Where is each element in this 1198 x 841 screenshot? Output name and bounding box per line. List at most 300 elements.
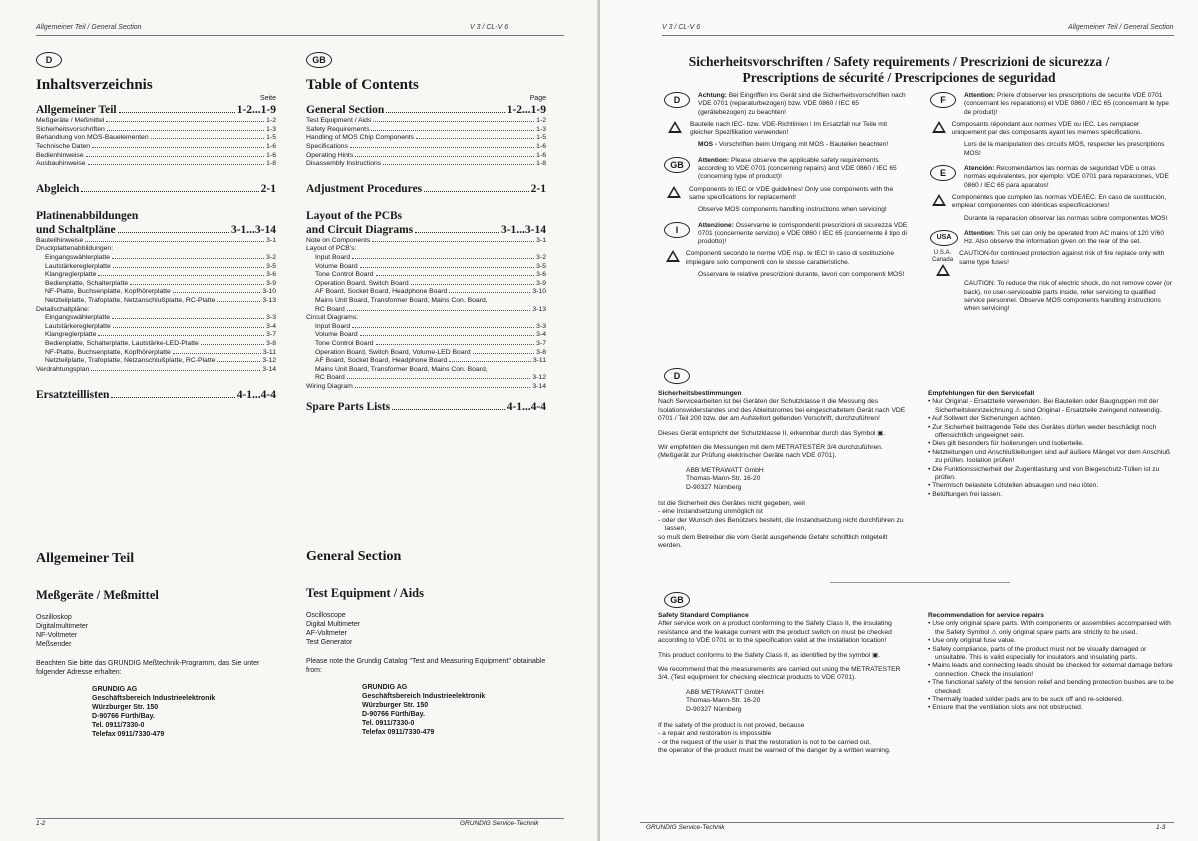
leader: [360, 335, 534, 336]
leader: [217, 301, 260, 302]
toc-page: 3-2: [536, 254, 546, 262]
toc-label: Tone Control Board: [315, 339, 374, 347]
toc-label: Tone Control Board: [315, 271, 374, 279]
toc-label: Note on Components: [306, 236, 371, 244]
gb-g1-items: [306, 254, 546, 314]
gb-language-badge: GB: [306, 52, 332, 68]
toc-row[interactable]: [36, 143, 276, 152]
toc-row[interactable]: [315, 349, 546, 358]
toc-label: Klangreglerplatte: [45, 331, 97, 339]
toc-row[interactable]: [45, 340, 276, 349]
toc-page: 1-8: [536, 160, 546, 168]
toc-page: 3-10: [262, 288, 276, 296]
de-language-badge: D: [36, 52, 62, 68]
caution-text: CAUTION-for continued protection against risk of fire replace only with same type fuses!: [959, 250, 1165, 266]
toc-row[interactable]: [315, 323, 546, 332]
list-line: GRUNDIG AG: [362, 684, 408, 691]
leader: [85, 241, 264, 242]
toc-row[interactable]: [45, 323, 276, 332]
language-badge: USA: [930, 230, 958, 246]
left-page: [0, 0, 598, 841]
toc-label: RC Board: [315, 305, 345, 313]
gb-general-title: General Section: [306, 549, 402, 564]
caution-side: [664, 186, 685, 203]
toc-page: 1-8: [266, 160, 276, 168]
toc-label: Klangreglerplatte: [45, 271, 97, 279]
list-line: - oder der Wunsch des Benützers besteht, die Instandsetzung nicht durchführen zu lassen,: [658, 516, 904, 533]
warning-body: Bei Eingriffen ins Gerät sind die Sicherheitsvorschriften nach VDE 0701 (reparaturbezogen) bzw. VDE 0860 / IEC 65 (gerätebezogen) zu beachten!: [698, 92, 906, 116]
toc-label: Verdrahtungsplan: [36, 365, 90, 373]
toc-label: Disassembly Instructions: [306, 160, 382, 168]
de-toc-section-2[interactable]: [36, 182, 276, 196]
toc-label: Netzteilplatte, Trafoplatte, Netzanschlußplatte, RC-Platte: [45, 357, 216, 365]
toc-label: Operation Board, Switch Board: [315, 279, 409, 287]
toc-label: Netzteilplatte, Trafoplatte, Netzanschlußplatte, RC-Platte: [45, 297, 216, 305]
toc-label: Volume Board: [315, 331, 358, 339]
toc-label: Bedienhinweise: [36, 151, 84, 159]
section-title: General Section: [306, 104, 385, 117]
warnings-right-column: [930, 92, 1174, 321]
leader: [201, 344, 264, 345]
toc-row[interactable]: [315, 357, 546, 366]
toc-label: AF Board, Socket Board, Headphone Board: [315, 357, 448, 365]
gb-general-note: Please note the Grundig Catalog "Test and Measuring Equipment" obtainable from:: [306, 658, 546, 674]
toc-row[interactable]: [36, 237, 276, 246]
de-toc-section-3-line1: [36, 209, 276, 223]
list-line: Tel. 0911/7330-0: [362, 720, 415, 727]
leader: [92, 147, 264, 148]
warning-text: [964, 165, 1174, 190]
language-badge: E: [930, 165, 956, 181]
toc-label: Eingangswählerplatte: [45, 314, 110, 322]
caution-side: [930, 250, 955, 276]
toc-label: Input Board: [315, 254, 351, 262]
leader: [392, 409, 505, 410]
de-safety-p1: Nach Servicearbeiten ist bei Geräten der Schutzklasse II die Messung des Isolationswiderstandes und des Ableitstromes bei eingeschaltetem Gerät nach VDE 0701 / Teil 200 bzw. der am Aufstellort geltenden Vorschrift, durchzuführen!: [658, 398, 906, 423]
toc-page: 3-7: [266, 331, 276, 339]
toc-page: 1-5: [536, 134, 546, 142]
list-line: • Use only original fuse value.: [928, 637, 1016, 645]
leader: [449, 361, 531, 362]
leader: [118, 232, 229, 233]
right-footer-page-number: 1-3: [1156, 824, 1166, 831]
list-line: Digitalmultimeter: [36, 623, 89, 630]
leader: [111, 397, 234, 398]
leader: [107, 130, 264, 131]
toc-row[interactable]: [306, 237, 546, 246]
warning-block: [930, 165, 1174, 223]
toc-label: Operating Hints: [306, 151, 354, 159]
toc-row[interactable]: [45, 314, 276, 323]
toc-row[interactable]: [36, 134, 276, 143]
caution-row: [664, 250, 908, 267]
gb-rec-bullets: [928, 620, 1176, 712]
list-line: • Nur Original - Ersatzteile verwenden. Bei Bauteilen oder Baugruppen mit der Sicherheitskennzeichnung ⚠ sind Original - Ersatzteile zwingend notwendig.: [928, 398, 1162, 414]
right-header-left: V 3 / CL-V 6: [662, 24, 701, 31]
warning-body: Osservarne le corrispondenti prescrizioni di sicurezza VDE 0701 (concernente servizio) e VDE 0860 / IEC 65 (concernente il tipo di prodotto)!: [698, 221, 908, 246]
gb-general-section: [306, 548, 556, 737]
toc-row[interactable]: [306, 152, 546, 161]
caution-row: [930, 250, 1174, 276]
gb-service-recommendations: [928, 612, 1176, 713]
warning-body: Recomendamos las normas de seguridad VDE u otras normas equivalentes, por ejemplo: VDE 0701 para reparaciones, VDE 0860 / IEC 65 para aparatos!: [964, 165, 1169, 189]
gb-toc-section-1[interactable]: [306, 103, 546, 117]
toc-page: 1-6: [266, 151, 276, 159]
extra-text: [698, 206, 908, 214]
toc-page: 1-3: [536, 125, 546, 133]
toc-page: 1-3: [266, 125, 276, 133]
de-rec-bullets: [928, 398, 1176, 499]
toc-page: 3-12: [532, 374, 546, 382]
list-line: ABB METRAWATT GmbH: [686, 688, 764, 696]
list-line: D-90327 Nürnberg: [686, 705, 742, 713]
toc-row[interactable]: [315, 297, 546, 306]
leader: [383, 164, 534, 165]
toc-row[interactable]: [36, 366, 276, 375]
gb-safety-p5: the operator of the product must be warned of the danger by a written warning.: [658, 747, 891, 755]
toc-page: 3-4: [536, 331, 546, 339]
leader: [415, 232, 499, 233]
de-s1-items: [36, 117, 276, 169]
warning-text: [964, 92, 1174, 117]
gb-metrawatt-address: [658, 689, 910, 714]
toc-row[interactable]: [306, 143, 546, 152]
list-line: Tel. 0911/7330-0: [92, 722, 145, 729]
extra-text: [964, 280, 1174, 313]
section-title: Layout of the PCBs: [306, 209, 403, 222]
warning-block: [930, 92, 1174, 158]
list-line: Geschäftsbereich Industrieelektronik: [362, 693, 486, 700]
leader: [352, 258, 534, 259]
leader: [98, 335, 264, 336]
warning-body: Please observe the applicable safety requirements according to VDE 0701 (concerning repairs) and VDE 0860 / IEC 65 (concerning type of product)!: [698, 156, 897, 181]
section-title: Spare Parts Lists: [306, 400, 391, 413]
list-line: D-90766 Fürth/Bay.: [92, 713, 155, 720]
toc-page: 3-9: [536, 279, 546, 287]
list-line: Thomas-Mann-Str. 16-20: [686, 697, 761, 705]
gb-toc-section-2[interactable]: [306, 182, 546, 196]
gb-address: [306, 683, 556, 737]
leader: [360, 267, 534, 268]
toc-label: Ausbauhinweise: [36, 160, 86, 168]
section-pages: 4-1...4-4: [506, 400, 546, 413]
toc-label: Lautstärkereglerplatte: [45, 322, 111, 330]
toc-page: 3-1: [536, 236, 546, 244]
language-badge: I: [664, 222, 690, 238]
caution-row: [664, 186, 908, 203]
toc-page: 1-5: [266, 134, 276, 142]
toc-row[interactable]: [306, 126, 546, 135]
gb-safety-p4: If the safety of the product is not proved, because: [658, 722, 805, 730]
toc-row[interactable]: [45, 280, 276, 289]
list-line: ABB METRAWATT GmbH: [686, 466, 764, 474]
toc-label: Mains Unit Board, Transformer Board, Mains Con. Board,: [315, 365, 488, 373]
caution-text: Componentes que cumplen las normas VDE/IEC. En caso de sustitución, emplear componentes con idénticas especificaciones!: [951, 193, 1167, 210]
warning-head: Attention:: [698, 156, 730, 164]
extra-text: [964, 215, 1174, 223]
safety-title-line-1: Sicherheitsvorschriften / Safety requirements / Prescrizioni de sicurezza /: [688, 54, 1110, 69]
toc-page: 3-8: [266, 339, 276, 347]
leader: [376, 275, 535, 276]
toc-page: 3-14: [532, 382, 546, 390]
toc-page: 3-13: [532, 305, 546, 313]
leader: [371, 130, 534, 131]
warnings-left-column: [664, 92, 908, 286]
list-line: Meßsender: [36, 641, 72, 648]
leader: [350, 147, 534, 148]
extra-head: MOS -: [698, 141, 718, 149]
leader: [88, 164, 265, 165]
leader: [386, 112, 504, 113]
right-footer-brand: GRUNDIG Service-Technik: [646, 824, 725, 831]
de-general-title: Allgemeiner Teil: [36, 551, 135, 566]
list-line: • Die Funktionssicherheit der Zugentlastung und von Biegeschutz-Tüllen ist zu prüfen.: [928, 465, 1160, 482]
gb-safety-p2: This product conforms to the Safety Class II, as identified by the symbol ▣.: [658, 651, 881, 659]
toc-page: 3-11: [532, 357, 546, 365]
toc-row[interactable]: [306, 160, 546, 169]
de-toc-section-4[interactable]: [36, 388, 276, 402]
de-page-label: Seite: [260, 95, 276, 102]
section-title: Allgemeiner Teil: [36, 104, 117, 117]
left-header-left: Allgemeiner Teil / General Section: [36, 24, 142, 31]
extra-body: Lors de la manipulation des circuits MOS, respecter les prescriptions MOS!: [964, 141, 1165, 157]
de-safety-bullets: [658, 508, 908, 533]
warning-block: [664, 92, 908, 150]
toc-row[interactable]: [45, 254, 276, 263]
leader: [112, 318, 264, 319]
toc-page: 1-6: [266, 143, 276, 151]
toc-row[interactable]: [315, 271, 546, 280]
de-service-recommendations: [928, 390, 1176, 499]
leader: [373, 121, 534, 122]
gb-table-of-contents: [306, 76, 546, 414]
toc-page: 3-11: [262, 348, 276, 356]
toc-row[interactable]: [315, 306, 546, 315]
left-footer-page-number: 1-2: [36, 820, 46, 827]
toc-label: Lautstärkereglerplatte: [45, 262, 111, 270]
toc-row[interactable]: [45, 297, 276, 306]
gb-safety-bullets: [658, 730, 910, 747]
list-line: Würzburger Str. 150: [92, 704, 159, 711]
warning-triangle-icon: [668, 121, 682, 133]
de-table-of-contents: [36, 76, 276, 402]
toc-page: 3-13: [262, 297, 276, 305]
gb-toc-section-4[interactable]: [306, 400, 546, 414]
leader: [119, 112, 235, 113]
de-safety-p3: Wir empfehlen die Messungen mit dem METRATESTER 3/4 durchzuführen. (Meßgerät zur Prüfung elektrischer Geräte nach VDE 0701).: [658, 444, 883, 460]
toc-label: Test Equipment / Aids: [306, 117, 372, 125]
toc-row[interactable]: [315, 331, 546, 340]
de-safety-regulations: [658, 390, 908, 551]
toc-label: Specifications: [306, 143, 348, 151]
toc-row[interactable]: [45, 271, 276, 280]
de-toc-section-1[interactable]: [36, 103, 276, 117]
list-line: • Safety compliance, parts of the product must not be visually damaged or unsuitable. This is valid especially for insulators and insulating parts.: [928, 645, 1147, 662]
list-line: • Use only original spare parts. With components or assemblies accompanied with the Safety Symbol ⚠ only original spare parts are strictly to be used.: [928, 620, 1171, 636]
toc-label: NF-Platte, Buchsenplatte, Kopfhörerplatte: [45, 288, 171, 296]
toc-row[interactable]: [306, 134, 546, 143]
list-line: Digital Multimeter: [306, 621, 361, 628]
warning-triangle-icon: [667, 186, 681, 198]
list-line: • Ensure that the ventilation slots are not obstructed.: [928, 704, 1083, 712]
warning-triangle-icon: [932, 121, 946, 133]
de-metrawatt-address: [658, 467, 908, 492]
list-line: • Netzleitungen und Anschlußleitungen sind auf äußere Mängel vor dem Anschluß zu prüfen. Isolation prüfen!: [928, 448, 1171, 465]
list-line: - or the request of the user is that the restoration is not to be carried out,: [658, 738, 872, 746]
toc-page: 3-9: [266, 279, 276, 287]
toc-page: 1-2: [536, 117, 546, 125]
toc-label: AF Board, Socket Board, Headphone Board: [315, 288, 448, 296]
de-toc-section-3[interactable]: [36, 223, 276, 237]
toc-row[interactable]: [36, 160, 276, 169]
toc-page: 3-5: [536, 262, 546, 270]
caution-row: [930, 194, 1174, 211]
caution-text: Composants répondant aux normes VDE ou IEC. Les remplacer uniquement par des composants ayant les memes spécifications.: [951, 120, 1143, 137]
section-pages: 1-2...1-9: [506, 104, 546, 117]
gb-page-label: Page: [529, 95, 546, 102]
warning-text: [964, 230, 1174, 247]
section-divider: [830, 582, 1010, 583]
caution-side: [664, 250, 682, 267]
warning-triangle-icon: [932, 194, 946, 206]
toc-page: 3-5: [266, 262, 276, 270]
leader: [355, 387, 531, 388]
gb-section-badge: GB: [664, 592, 690, 608]
toc-row[interactable]: [36, 152, 276, 161]
leader: [81, 191, 258, 192]
leader: [372, 241, 534, 242]
leader: [473, 353, 535, 354]
toc-row[interactable]: [45, 349, 276, 358]
toc-label: Safety Requirements: [306, 125, 370, 133]
toc-row[interactable]: [306, 383, 546, 392]
toc-row[interactable]: [36, 126, 276, 135]
de-toc-title: Inhaltsverzeichnis: [36, 77, 153, 93]
list-line: Telefax 0911/7330-479: [362, 729, 435, 736]
toc-row[interactable]: [45, 331, 276, 340]
leader: [347, 378, 531, 379]
toc-label: Wiring Diagram: [306, 382, 353, 390]
language-badge: D: [664, 92, 690, 108]
leader: [173, 292, 261, 293]
list-line: NF-Voltmeter: [36, 632, 78, 639]
section-title: Adjustment Procedures: [306, 182, 423, 195]
extra-body: Osservare le relative prescrizioni durante, lavori con componenti MOS!: [698, 271, 905, 279]
list-line: • The functional safety of the tension relief and bending protection bushes are to be checked:: [928, 679, 1174, 695]
de-rec-head: Empfehlungen für den Servicefall: [928, 390, 1035, 397]
list-line: D-90327 Nürnberg: [686, 483, 742, 491]
warning-head: Attention:: [964, 92, 996, 99]
toc-row[interactable]: [315, 263, 546, 272]
gb-toc-section-3[interactable]: [306, 223, 546, 237]
toc-page: 1-2: [266, 117, 276, 125]
toc-label: Bedienplatte, Schalterplatte, Lautstärke-LED-Platte: [45, 339, 199, 347]
gb-s1-items: [306, 117, 546, 169]
toc-row[interactable]: [315, 280, 546, 289]
toc-row[interactable]: [315, 340, 546, 349]
list-line: D-90766 Fürth/Bay.: [362, 711, 425, 718]
leader: [98, 275, 264, 276]
gb-safety-p1: After service work on a product conforming to the Safety Class II, the insulating resistance and the leakage current with the product switch on must be checked according to VDE 0701 or to the specification valid at the installation location!: [658, 620, 892, 645]
toc-row[interactable]: [45, 263, 276, 272]
language-badge: GB: [664, 157, 690, 173]
toc-row[interactable]: [315, 254, 546, 263]
warning-text: [698, 222, 908, 247]
list-line: Oszilloskop: [36, 614, 72, 621]
de-group-2: Detailschaltpläne:: [36, 305, 90, 313]
leader: [91, 370, 260, 371]
warning-text: [698, 92, 908, 117]
de-safety-p2: Dieses Gerät entspricht der Schutzklasse II, erkennbar durch das Symbol ▣.: [658, 429, 886, 437]
toc-row[interactable]: [315, 366, 546, 375]
toc-label: Mains Unit Board, Transformer Board, Mains Con. Board,: [315, 297, 488, 305]
warning-head: Attenzione:: [698, 221, 734, 229]
toc-label: RC Board: [315, 374, 345, 382]
toc-label: Input Board: [315, 322, 351, 330]
header-rule: [36, 35, 564, 36]
toc-page: 3-6: [536, 271, 546, 279]
toc-page: 3-4: [266, 322, 276, 330]
warning-triangle-icon: [666, 250, 680, 262]
toc-label: Behandlung von MOS-Bauelementen: [36, 134, 149, 142]
warning-block: [930, 230, 1174, 314]
gb-g2-items: [306, 323, 546, 383]
extra-text: [698, 141, 908, 149]
leader: [113, 267, 264, 268]
gb-toc-section-3-line1: [306, 209, 546, 223]
toc-page: 3-8: [536, 348, 546, 356]
list-line: - a repair and restoration is impossible: [658, 730, 772, 738]
toc-row[interactable]: [36, 117, 276, 126]
toc-label: Eingangswählerplatte: [45, 254, 110, 262]
de-safety-p4: Ist die Sicherheit des Gerätes nicht gegeben, weil: [658, 500, 805, 508]
leader: [352, 327, 534, 328]
de-equipment-list: [36, 613, 276, 649]
de-section-badge: D: [664, 368, 690, 384]
list-line: • Thermally loaded solder pads are to be suck off and re-soldered.: [928, 696, 1124, 704]
leader: [130, 284, 264, 285]
de-g2-items: [36, 314, 276, 366]
leader: [376, 344, 535, 345]
toc-page: 1-6: [536, 143, 546, 151]
toc-row[interactable]: [45, 357, 276, 366]
de-address: [36, 685, 276, 739]
list-line: • Zur Sicherheit beitragende Teile des Gerätes dürfen weder beschädigt noch offensichtlich ungeeignet sein.: [928, 423, 1157, 440]
toc-label: Sicherheitsvorschriften: [36, 125, 105, 133]
extra-body: CAUTION: To reduce the risk of electric shock, do not remove cover (or back), no user-serviceable parts inside, refer servicing to qualified service personnel. Observe MOS components handling instructions when servicing!: [964, 280, 1173, 313]
toc-page: 3-6: [266, 271, 276, 279]
toc-row[interactable]: [45, 288, 276, 297]
warning-head: Attention:: [964, 229, 996, 237]
toc-row[interactable]: [306, 117, 546, 126]
list-line: • Thermisch belastete Lötstellen absaugen und neu löten.: [928, 482, 1099, 490]
leader: [151, 138, 265, 139]
warning-head: Achtung:: [698, 92, 727, 99]
toc-row[interactable]: [315, 288, 546, 297]
list-line: • Dies gilt besonders für Isolierungen und Isolierteile.: [928, 440, 1084, 448]
toc-page: 1-6: [536, 151, 546, 159]
warning-head: Atención:: [964, 165, 995, 173]
caution-text: Componenti secondo le norme VDE risp. te IEC! In caso di sostituzione impiegare solo componenti con le stesse caratteristiche.: [685, 250, 895, 266]
toc-row[interactable]: [315, 374, 546, 383]
right-header-right: Allgemeiner Teil / General Section: [1068, 24, 1174, 31]
list-line: Oscilloscope: [306, 612, 346, 619]
toc-page: 3-12: [262, 357, 276, 365]
toc-page: 3-3: [536, 322, 546, 330]
toc-label: Bauteilhinweise: [36, 236, 84, 244]
extra-text: [698, 271, 908, 279]
toc-label: Technische Daten: [36, 143, 91, 151]
